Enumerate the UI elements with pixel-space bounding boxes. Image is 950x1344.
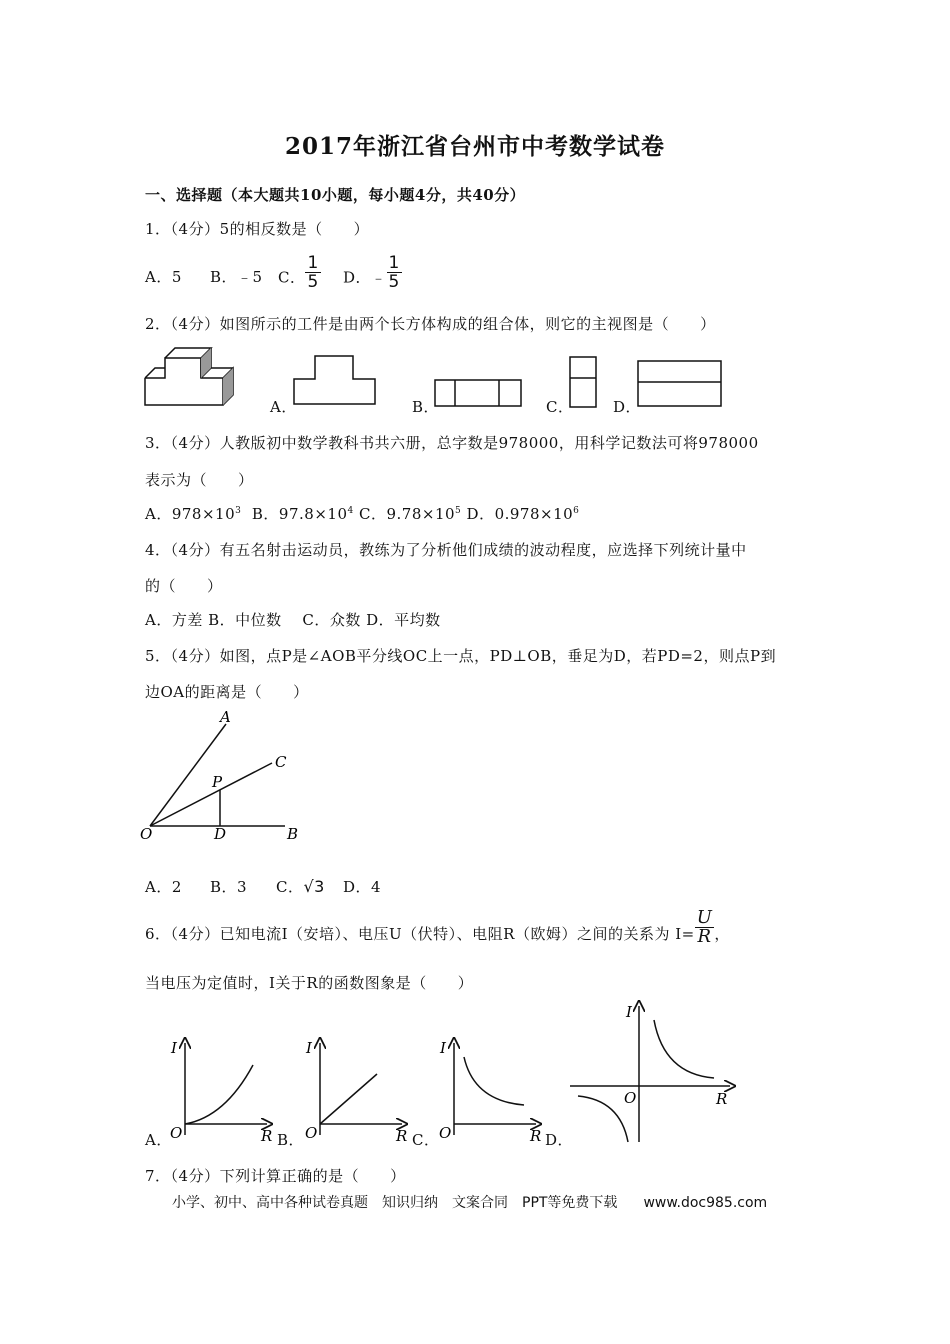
label-o: O xyxy=(140,825,153,843)
page-footer xyxy=(172,1192,767,1212)
q2-option-b-figure xyxy=(434,379,522,407)
q2-option-c: C． xyxy=(546,398,574,416)
question-1-stem: 1．（4分）5的相反数是（ ） xyxy=(145,220,370,238)
question-4-stem-line2: 的（ ） xyxy=(145,577,223,595)
q6-graph-d xyxy=(566,1000,736,1145)
q3-options xyxy=(145,503,579,524)
q1-c-fraction: $\frac{1}{5}$ xyxy=(307,253,319,292)
axis-i-label: I xyxy=(440,1039,446,1057)
q6-ohms-fraction: $\frac{U}{R}$ xyxy=(696,906,713,947)
section-heading: 一、选择题（本大题共10小题，每小题4分，共40分） xyxy=(145,186,526,204)
q2-option-d-figure xyxy=(637,360,723,408)
q2-option-c-figure xyxy=(569,356,597,408)
label-c: C xyxy=(275,753,287,771)
label-d: D xyxy=(214,825,227,843)
question-3-stem-line1: 3．（4分）人教版初中数学教科书共六册，总字数是978000，用科学记数法可将978000 xyxy=(145,434,759,452)
q4-options: A．方差 B．中位数 C．众数 D．平均数 xyxy=(145,611,441,629)
axis-r-label: R xyxy=(396,1127,408,1145)
question-6-stem-line2: 当电压为定值时，I关于R的函数图象是（ ） xyxy=(145,974,474,992)
q3-option-c: C．$9.78\times 10^5$ xyxy=(359,505,462,523)
axis-r-label: R xyxy=(716,1090,728,1108)
q1-option-b: B．﹣5 xyxy=(210,268,263,286)
q3-option-b: B．$97.8\times 10^4$ xyxy=(251,505,354,523)
question-2-stem: 2．（4分）如图所示的工件是由两个长方体构成的组合体，则它的主视图是（ ） xyxy=(145,315,716,333)
origin-label: O xyxy=(305,1124,318,1142)
question-4-stem-line1: 4．（4分）有五名射击运动员，教练为了分析他们成绩的波动程度，应选择下列统计量中 xyxy=(145,541,747,559)
q5-angle-figure xyxy=(140,705,310,845)
label-b: B xyxy=(287,825,299,843)
q6-graph-c xyxy=(434,1035,544,1145)
q5-option-b: B．3 xyxy=(210,878,248,896)
q3-option-a: A．$978\times 10^3$ xyxy=(145,505,242,523)
question-7-stem: 7．（4分）下列计算正确的是（ ） xyxy=(145,1167,406,1185)
q3-option-d: D．$0.978\times 10^6$ xyxy=(466,505,580,523)
q2-solid-figure xyxy=(143,346,235,408)
axis-i-label: I xyxy=(306,1039,312,1057)
q5-option-d: D．4 xyxy=(343,878,382,896)
question-5-stem-line2: 边OA的距离是（ ） xyxy=(145,683,309,701)
q6-option-d: D． xyxy=(545,1131,574,1149)
footer-text: 小学、初中、高中各种试卷真题 知识归纳 文案合同 PPT等免费下载 xyxy=(172,1195,618,1211)
q1-option-a: A．5 xyxy=(145,268,182,286)
q1-d-fraction: $\frac{1}{5}$ xyxy=(388,253,400,292)
q5-option-c: C．√3 xyxy=(276,877,325,896)
q6-graph-b xyxy=(300,1035,410,1145)
q1-option-c: C． $\frac{1}{5}$ xyxy=(278,253,319,292)
question-5-stem-line1: 5．（4分）如图，点P是∠AOB平分线OC上一点，PD⊥OB，垂足为D，若PD=2，则点P到 xyxy=(145,647,777,665)
q5-option-a: A．2 xyxy=(145,878,182,896)
question-3-stem-line2: 表示为（ ） xyxy=(145,471,254,489)
origin-label: O xyxy=(439,1124,452,1142)
origin-label: O xyxy=(624,1089,637,1107)
label-a: A xyxy=(220,708,231,726)
q1-option-d: D．﹣ $\frac{1}{5}$ xyxy=(343,253,400,292)
axis-r-label: R xyxy=(530,1127,542,1145)
axis-i-label: I xyxy=(626,1003,632,1021)
question-6-stem-line1: 6．（4分）已知电流I（安培）、电压U（伏特）、电阻R（欧姆）之间的关系为 I= $\frac{U}{R}$ ， xyxy=(145,906,730,947)
axis-i-label: I xyxy=(171,1039,177,1057)
q6-option-b: B． xyxy=(277,1131,305,1149)
footer-url[interactable]: www.doc985.com xyxy=(643,1195,768,1211)
q2-option-a-figure xyxy=(293,355,377,405)
origin-label: O xyxy=(170,1124,183,1142)
page-title: 2017年浙江省台州市中考数学试卷 xyxy=(284,133,665,160)
q6-option-a: A． xyxy=(145,1131,172,1149)
axis-r-label: R xyxy=(261,1127,273,1145)
q2-option-a: A． xyxy=(270,398,297,416)
q2-option-d: D． xyxy=(613,398,642,416)
q6-graph-a xyxy=(165,1035,275,1145)
q2-option-b: B． xyxy=(412,398,440,416)
q6-option-c: C． xyxy=(412,1131,440,1149)
label-p: P xyxy=(212,773,223,791)
